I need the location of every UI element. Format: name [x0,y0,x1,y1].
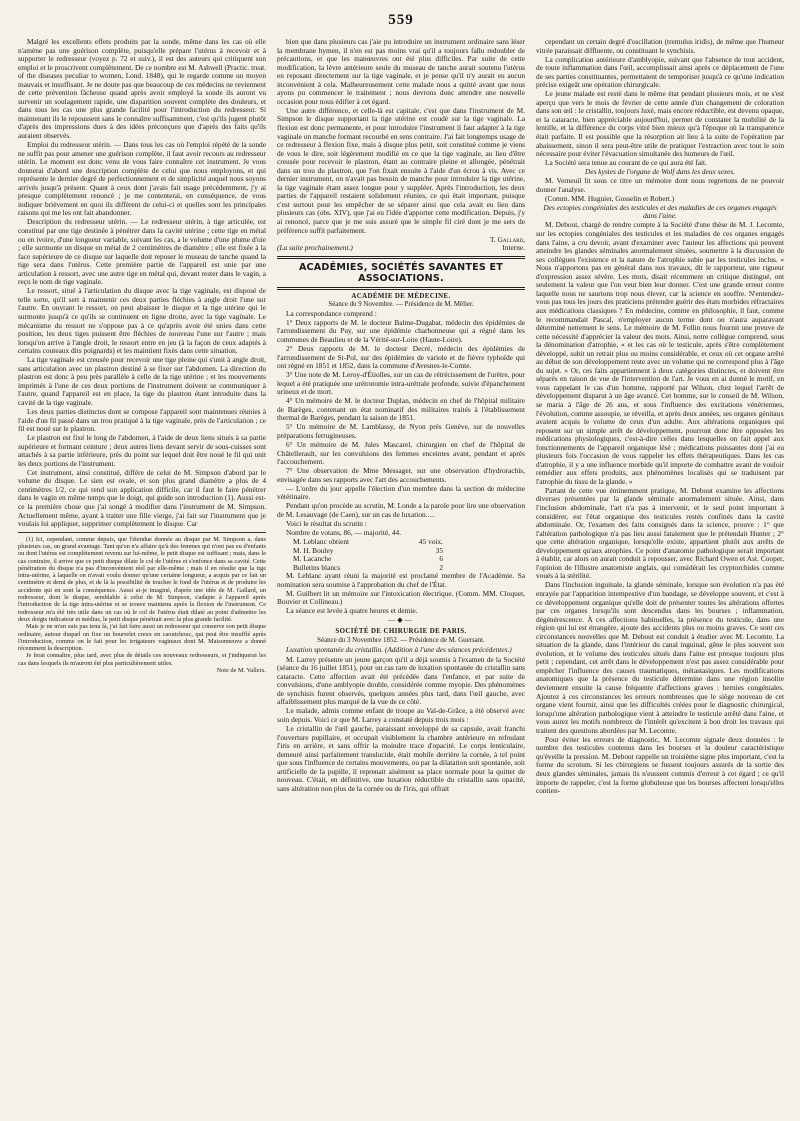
column-1 [18,38,266,1108]
academy-heading: ACADÉMIE DE MÉDECINE. [351,292,451,300]
paragraph: Description du redresseur utérin. — Le redresseur utérin, à tige articulée, est constitué par une tige destinée à pénétrer dans la cavité utérine ; cette tige en métal ou en ivoire, d'une longueur variable, suivant les cas, a le volume d'une plume d'oie ; elle surmonte un disque en métal de 2 centimètres de diamètre ; elle est fixée à la face supérieure de ce disque sur laquelle doit reposer le museau de tanche quand la tige sera dans l'utérus. Cette première partie de l'appareil est unie par une articulation à ressort, avec une autre tige en métal qui, devant rester dans le vagin, a reçu le nom de tige vaginale. [18,217,266,287]
vote-candidate: M. Lacanche [293,554,332,564]
vote-count: 2 [439,562,443,572]
article-footer [277,244,525,253]
academy-paragraph: 3° Une note de M. Leroy-d'Étiolles, sur un cas de rétrécissement de l'urètre, pour lequel a été pratiquée une urétrotomie intra-urétrale profonde, suivie d'épanchement urineux et de mort. [277,370,525,397]
paragraph: Emploi du redresseur utérin. — Dans tous les cas où l'emploi répété de la sonde ne suffit pas pour amener une guérison complète, il faut avoir recours au redresseur utérin. Le moment est donc venu de vous faire connaître cet instrument. Je vous donnerai d'abord une description complète de celui que nous employons, et qui représente le dernier degré de perfectionnement et de simplicité auquel nous soyons arrivés jusqu'à présent. Quant à ceux dont j'avais fait usage précédemment, j'y ai presque complètement renoncé ; je me contenterai, en conséquence, de vous indiquer brièvement en quoi ils diffèrent de celui-ci et quelles sont les principales raisons qui me les ont fait abandonner. [18,140,266,218]
academy-paragraph: La correspondance comprend : [286,308,377,318]
paragraph: cependant un certain degré d'oscillation (tremulus iridis), de même que l'humeur vitrée paraissait diffluente, ou constituant le synchisis. [536,38,784,55]
to-be-continued: (La suite prochainement.) [277,243,353,253]
kysts-paragraph: (Comm. MM. Huguier, Gosselin et Robert.) [545,193,675,203]
column-3 [536,38,784,1108]
academy-paragraph: 7° Une observation de Mme Messager, sur une observation d'hydrorachis, envisagée dans ses rapports avec l'art des accouchements. [277,466,525,484]
academy-paragraph: 5° Un mémoire de M. Lamblassy, de Nyon près Genève, sur de nouvelles préparations ferrugineuses. [277,422,525,440]
academy-text-2 [277,572,525,616]
paragraph: Cet instrument, ainsi constitué, diffère de celui de M. Simpson d'abord par le volume du disque. Le sien est ovale, et son plus grand diamètre a plus de 4 centimètres 1/2, ce qui rend son application difficile, car il faut le faire pénétrer dans le vagin en même temps que le doigt, qui guide son introduction (1). Aussi est-ce la première chose que j'ai songé à modifier dans l'instrument de M. Simpson. Actuellement même, ayant à traiter une fille vierge, j'ai fait sur l'instrument que je voulais lui appliquer, supprimer complètement le disque. Car [18,467,266,529]
vote-candidate: Bulletins blancs [293,562,341,572]
paragraph: La Société sera tenue au courant de ce qui aura été fait. [545,158,707,168]
author-name: T. Gallard, [489,234,525,244]
column-2-text [277,38,525,235]
footnote-paragraph: Mais je ne m'en suis pas tenu là, j'ai fait faire aussi un redresseur qui conserve son petit disque ordinaire, autour duquel on fixe un bourrelet creux en caoutchouc, qui peut être insufflé après l'introduction, comme on le fait pour les irrigateurs vaginaux dont M. Maisonneuve a donné récemment la description. [18,623,266,653]
column-1-text [18,38,266,529]
vote-results [293,538,525,572]
ornament-divider: —◆— [388,616,414,625]
society-heading: SOCIÉTÉ DE CHIRURGIE DE PARIS. [335,627,467,635]
academy-paragraph: Pendant qu'on procède au scrutin, M. Londe a la parole pour lire une observation de M. Lesauvage (de Caen), sur un cas de luxation..... [277,501,525,519]
society-paragraph: Le cristallin de l'œil gauche, paraissant enveloppé de sa capsule, avait franchi l'ouverture pupillaire, et occupait visiblement la chambre antérieure en refoulant l'iris en arrière, et sans offrir la moindre trace d'opacité. Le corps lenticulaire, demeuré ainsi parfaitement translucide, était mobile derrière la cornée, à tel point que sous l'influence de certains mouvements, ou par la dilatation soit spontanée, soit artificielle de la pupille, il reprenait aisément sa place normale pour la quitter de nouveau. C'était, en définitive, une luxation réductible du cristallin sans opacité, sans altération non plus de la cornée ou de l'iris, qui offrait [277,723,525,793]
ectopies-paragraph: M. Debout, chargé de rendre compte à la Société d'une thèse de M. J. Lecomte, sur les ectopies congéniales des testicules et les maladies de ces organes engagés dans l'aine, a cru devoir, avant d'examiner avec l'auteur les affections qui peuvent atteindre les glandes séminales anormalement situées, soumettre à la discussion de ses collègues l'existence et la nature de l'atrophie subie par les testicules inclus. « Nous n'apportons pas en général dans nos travaux, dit le rapporteur, une rigueur d'expression assez sévère. Les mots, disait récemment un critique distingué, ont seulement la valeur que l'on veut bien leur donner. C'est une grande erreur contre laquelle nous ne saurions trop nous élever, car la science en souffre. N'entendez-vous pas tous les jours des praticiens prétendre guérir des états morbides réfractaires aux médications classiques ? En médecine, comme en philosophie, il faut, comme le recommandait Pascal, n'employer aucun terme dont on n'aura auparavant déterminé nettement le sens. Le mémoire de M. Follin nous fournit une preuve de cette nécessité d'apprécier la valeur des mots. Ainsi, notre collègue comprend, sous la dénomination d'atrophie, « et les cas où le testicule, après s'être complètement développé, subit un retrait plus ou moins considérable, et ceux où cet organe arrêté au début de son développement reste avec un volume qui ne correspond plus à l'âge du sujet. » Or, ces faits appartiennent à deux catégories distinctes, et doivent être séparés en raison de vue de l'intervention de l'art. Je vous en ai donné le motif, en vous rappelant le cas d'un homme, rapporté par Wilson, chez lequel l'arrêt de développement disparut à un âge avancé. Cet homme, sur le conseil de M. Wilson, se maria à l'âge de 26 ans, et sous l'influence des excitations vénériennes, l'évolution, comme assoupie, se réveilla, et après deux années, ses organes génitaux avaient acquis le volume de ceux d'un adulte. Aux altérations organiques qui reposent sur un simple arrêt de développement, pourront donc être opposées les médications physiologiques, c'est-à-dire celles dans lesquelles on fait appel aux fonctionnements de l'appareil organique lésé ; médications puissantes dont j'ai eu plusieurs fois l'occasion de vous rappeler les effets thérapeutiques. Dans les cas d'atrophie, il y a une influence morbide qu'il importe de combattre avant de vouloir remédier aux effets produits, aux phénomènes localisés qui se traduisent par l'atrophie du tissu de la glande. » [536,220,784,486]
society-subtitle [277,646,525,655]
vote-count: 45 voix. [418,536,443,546]
ectopies-heading [536,204,784,221]
academy-sitting: Séance du 9 Novembre. — Présidence de M. Mêlier. [328,301,474,309]
paragraph: La complication antérieure d'amblyopie, suivant que l'absence de tout accident, de toute inflammation dans l'œil, accomplissait ainsi après ce déplacement de l'une de ses parties constituantes, permettaient de temporiser jusqu'à ce qu'une indication précise exigeât une opération chirurgicale. [536,54,784,90]
society-paragraph: M. Larrey présente un jeune garçon qu'il a déjà soumis à l'examen de la Société (séance du 16 juillet 1851), pour un cas rare de luxation spontanée du cristallin sans cataracte. Cette affection avait été précédée dans l'enfance, et par suite de convulsions, d'une amblyopie double, considérée comme myopie. Des phénomènes de synchisis furent observés, quelques années plus tard, dans l'œil gauche, avec affaiblissement plus marqué de la vue de ce côté. [277,654,525,707]
paragraph: La tige vaginale est creusée pour recevoir une tige pleine qui s'unit à angle droit, sans articulation avec un plastron destiné à se fixer sur l'abdomen. La direction du plastron est donc à peu près parallèle à celle de la tige utérine ; et les mouvements imprimés à l'une de ces deux portions de l'instrument doivent se communiquer à l'autre, quand l'appareil est en place, la tige du plastron étant introduite dans la cavité de la tige vaginale. [18,355,266,407]
paragraph: Une autre différence, et celle-là est capitale, c'est que dans l'instrument de M. Simpson le disque supportant la tige utérine est coudé sur la tige vaginale. La flexion est donc permanente, et pour introduire l'instrument il faut adapter à la tige vaginale un manche formant recourbé en sens contraire. J'ai fait longtemps usage de ce redresseur à flexion fixe, mais à disque plus petit, soit constitué comme je viens de vous le dire, soit légèrement modifié en ce que la tige vaginale, au lieu d'être creusée pour recevoir le plastron, étant au contraire pleine et allongée, pénétrait dans un trou du plastron, que l'on fixait ensuite à l'aide d'un écrou à vis. Avec ce dernier instrument, on n'avait pas besoin de manche pour introduire la tige utérine, la tige vaginale étant assez longue pour y suppléer. Après l'introduction, les deux parties de l'appareil restaient solidement réunies, ce qui était important, puisque c'est surtout pour les empêcher de se séparer ainsi que cela avait eu lieu dans plusieurs cas (obs. XIV), que j'ai eu l'idée d'apporter cette modification. Depuis, j'y ai renoncé, parce que je me suis assuré que le simple fil ciré dont je me sers de préférence suffit parfaitement. [277,105,525,235]
vote-count: 6 [439,554,443,564]
author-title: Interne. [502,243,525,253]
paragraph: Le jeune malade est resté dans le même état pendant plusieurs mois, et ne s'est aperçu que vers le mois de février de cette année d'un changement de coloration dans son œil : le cristallin, toujours luxé, mais encore réductible, est devenu opaque, et la cataracte, bien appréciable aujourd'hui, permet de constater la mobilité de la lentille, et la différence du corps vitré bien mieux qu'à l'époque où la transparence était parfaite. Il est possible que la résorption ait lieu à la suite de l'opération par abaissement, sinon il sera peut-être utile de pratiquer l'extraction avec tout le soin nécessaire pour éviter l'évacuation simultanée des humeurs de l'œil. [536,89,784,159]
academy-paragraph: Nombre de votans, 86, — majorité, 44. [286,527,402,537]
academy-paragraph: M. Guilbert lit un mémoire sur l'intoxication électrique. (Comm. MM. Cloquet, Bouvier et Collineau.) [277,588,525,607]
footnote-paragraph: Je ferai connaître, plus tard, avec plus de détails ces nouveaux redresseurs, et j'indiquerai les cas dans lesquels ils m'auront été plus particulièrement utiles. [18,652,266,667]
academy-paragraph: M. Leblanc ayant réuni la majorité est proclamé membre de l'Académie. Sa nomination sera soumise à l'approbation du chef de l'État. [277,571,525,589]
society-subtitle-text: Luxation spontanée du cristallin. (Addition à l'une des séances précédentes.) [286,645,512,655]
paragraph: Le ressort, situé à l'articulation du disque avec la tige vaginale, est disposé de telle sorte, qu'il sert à maintenir ces deux parties fléchies à angle droit l'une sur l'autre. En ouvrant le ressort, on peut abaisser le disque et la tige utérine qui le surmonte jusqu'à ce qu'ils se continuent en ligne droite, avec la tige vaginale. Le mécanisme du ressort ne s'oppose pas à ce qu'après avoir été unies dans cette position, les deux tiges puissent être fléchies de nouveau l'une sur l'autre ; mais lorsqu'on arrive à l'angle droit, le ressort entre en jeu (à la façon de ceux adaptés à certains couteaux dits poignards) et les maintient fixés dans cette situation. [18,286,266,356]
academy-paragraph: Voici le résultat du scrutin : [286,518,367,528]
kysts-heading-text: Des kystes de l'organe de Wolf dans les deux sexes. [585,167,735,177]
section-title: ACADÉMIES, SOCIÉTÉS SAVANTES ET ASSOCIATIONS. [298,261,504,284]
ectopies-heading-text: Des ectopies congéniales des testicules et des maladies de ces organes engagés dans l'aine. [543,202,777,221]
vote-count: 35 [435,545,443,555]
society-paragraph: Le malade, admis comme enfant de troupe au Val-de-Grâce, a été observé avec soin depuis. Voici ce que M. Larrey a constaté depuis trois mois : [277,706,525,724]
paragraph: Les deux parties distinctes dont se compose l'appareil sont maintenues réunies à l'aide d'un fil passé dans un trou pratiqué à la tige vaginale, près de l'articulation ; ce fil est noué sur le plastron. [18,407,266,434]
society-text [277,656,525,794]
ectopies-paragraph: Partant de cette vue éminemment pratique, M. Debout examine les affections diverses présentées par la glande séminale anormalement située. Ainsi, dans l'inclusion abdominale, l'art n'a pas à intervenir, et le seul point important à considérer, est l'état organique des testicules restés confinés dans la cavité abdominale. Or, l'examen des faits consignés dans la science, prouve : 1° que l'altération pathologique n'a pas lieu aussi fatalement que le prétendait Hunter ; 2° que cette altération organique, lorsqu'elle existe, appartient plutôt aux arrêts de développement qu'aux atrophies. Ce point d'anatomie pathologique serait important à établir, car alors on aurait conduit à repousser, avec Richard Owen et Ast. Cooper, l'opinion de l'illustre anatomiste anglais, qui considérait les cryptorchides comme voués à la stérilité. [536,485,784,581]
section-rule-bottom [277,287,525,290]
columns [18,38,784,1108]
section-rule-top [277,256,525,259]
page-number: 559 [388,12,414,28]
kysts-paragraph: M. Verneuil lit sous ce titre un mémoire dont nous regrettons de ne pouvoir donner l'analyse. [536,176,784,194]
society-sitting: Séance du 3 Novembre 1852. — Présidence de M. Guersant. [317,636,485,644]
vote-candidate: M. Leblanc obtient [293,536,350,546]
footnote-paragraph: (1) Ici, cependant, comme depuis, que l'étendue donnée au disque par M. Simpson a, dans plusieurs cas, un grand avantage. Tant qu'on n'a affaire qu'à des femmes qui n'ont pas eu d'enfants ou dont l'utérus est complètement revenu sur lui-même, le petit disque est suffisant ; mais, dans le cas contraire, il arrive que ce petit disque dilate le col de l'utérus et s'enfonce dans sa cavité. Cette pénétration du disque n'a pas d'inconvénient réel par elle-même ; mais il en résulte que la tige intra-utérine, à laquelle on n'avait voulu donner qu'une certaine longueur, a acquis par ce fait un centimètre et demi de plus, et de là la possibilité de toucher le fond de l'utérus et de produire les accidents qui en sont la conséquence. Aussi ai-je imaginé, d'après une idée de M. Gallard, un redresseur, dont le disque, semblable à celui de M. Simpson, s'adapte à l'appareil après l'introduction de la tige intra-utérine et se trouve maintenu après la flexion de l'instrument. Ce redresseur m'a été très utile dans un cas où le col de l'utérus était dilaté au point d'admettre les deux doigts indicateur et médius, le petit disque pénétrait avec la plus grande facilité. [18,535,266,623]
academy-paragraph: 6° Un mémoire de M. Jules Mascarel, chirurgien en chef de l'hôpital de Châtellerault, sur les convulsions des femmes enceintes avant, pendant et après l'accouchement. [277,439,525,467]
academy-paragraph: 2° Deux rapports de M. le docteur Decré, médecin des épidémies de l'arrondissement de St-Pol, sur des épidémies de variole et de fièvre typhoïde qui ont régné en 1851 et 1852, dans la commune d'Avesnes-le-Comte. [277,343,525,371]
paragraph: bien que dans plusieurs cas j'aie pu introduire un instrument ordinaire sans léser la membrane hymen, il n'en est pas moins vrai qu'il a toujours fallu redoubler de précautions, et que les manœuvres ont été plus difficiles. Par suite de cette modification, la lèvre antérieure seule du museau de tanche aurait soutenu l'utérus en reposant directement sur la tige vaginale, et je pense qu'il n'y aurait eu aucun inconvénient à cela. Malheureusement cette malade nous a quitté avant que nous ayons pu commencer le traitement ; nous devrons donc attendre une nouvelle occasion pour nous édifier à cet égard. [277,38,525,106]
vote-candidate: M. H. Bouley [293,545,334,555]
footnote-signature: Note de M. Valleix. [216,667,266,675]
academy-paragraph: 1° Deux rapports de M. le docteur Balme-Dugabat, médecin des épidémies de l'arrondissement du Puy, sur une épidémie charbonneuse qui a régné dans les communes de Beaulieu et de la Vérité-sur-Loire (Haute-Loire). [277,317,525,344]
column-3-text [536,38,784,168]
kysts-text [536,177,784,203]
academy-paragraph: La séance est levée à quatre heures et demie. [286,606,418,616]
paragraph: Malgré les excellents effets produits par la sonde, même dans les cas où elle n'amène pas une guérison complète, puisqu'elle prépare l'utérus à recevoir et à supporter le redresseur (voyez p. 72 et suiv.), il est des auteurs qui critiquent son emploi et le proscrivent complètement. De ce nombre est M. Ashwell (Practic. treat. of the diseases peculiar to women, Lond. 1848), qui le regarde comme un moyen mauvais et insuffisant. Je ne doute pas que beaucoup de ces médecins ne reviennent de cette prévention fâcheuse quand après avoir employé la sonde ils auront vu survenir un soulagement rapide, une disparition souvent complète des douleurs, et dans tous les cas une plus grande facilité pour l'introduction du redresseur. Si maintenant ils le repoussent sans le connaître suffisamment, c'est qu'ils jugent plutôt d'après des impressions dues à des idées préconçues que d'après des faits qu'ils auraient observés. [18,38,266,141]
footnote [18,536,266,667]
ectopies-paragraph: Pour éviter les erreurs de diagnostic, M. Lecomte signale deux données : le nombre des testicules contenus dans les bourses et la douleur caractéristique qu'éveille la pression. M. Debout rappelle un troisième signe plus important, c'est la forme du scrotum. Si les chirurgiens se fussent toujours assurés de la sortie des deux glandes séminales, jamais ils n'eussent commis d'erreur à cet égard ; ce qu'il importe de rappeler, c'est la forme globuleuse que les bourses affectent lorsqu'elles contien- [536,734,784,796]
academy-text [277,310,525,538]
ectopies-paragraph: Dans l'inclusion inguinale, la glande séminale, lorsque son évolution n'a pas été enrayée par l'apparition intempestive d'un bandage, se développe souvent, et c'est à ce développement organique qu'elle doit de présenter toutes les altérations offertes par ces organes lorsqu'ils sont descendus dans les bourses ; inflammation, dégénérescence. À ces affections habituelles, la présence du testicule, dans une région qui lui est étrangère, ajoute des accidents plus ou moins graves. Ce sont ces circonstances nouvelles que M. Debout est conduit à étudier avec M. Lecomte. La situation de la glande, dans l'intérieur du canal inguinal, gêne le plus souvent son évolution, et le volume des testicules situés dans l'aine est presque toujours plus petit ; cependant, cet arrêt dans le développement n'est pas assez considérable pour empêcher l'influence des causes traumatiques, métastasiques. Les modifications anatomiques que la présence du testicule détermine dans une région insolite deviennent ensuite la cause fréquente d'affections graves : hernies congéniales. Ajoutez à ces circonstances les erreurs nombreuses que le siège nouveau de cet organe vient fournir, ainsi que les difficultés créées pour le diagnostic chirurgical, lorsqu'une altération pathologique vient à atteindre le testicule arrêté dans l'aine, et vous aurez les motifs nombreux de l'intérêt qu'excitent à bon droit les travaux qui traitent des questions abordées par M. Lecomte. [536,580,784,735]
academy-paragraph: — L'ordre du jour appelle l'élection d'un membre dans la section de médecine vétérinaire. [277,483,525,502]
column-2 [277,38,525,1108]
academy-paragraph: 4° Un mémoire de M. le docteur Duplan, médecin en chef de l'hôpital militaire de Barèges, contenant un état nominatif des militaires traités à l'établissement thermal de Barèges, pendant la saison de 1851. [277,396,525,423]
ectopies-text [536,221,784,795]
paragraph: Le plastron est fixé le long de l'abdomen, à l'aide de deux liens situés à sa partie supérieure et formant ceinture ; deux autres liens devant servir de sous-cuisses sont attachés à sa partie inférieure, près du point sur lequel doit être noué le fil qui unit les deux portions de l'instrument. [18,433,266,468]
footnote-rule [18,532,266,533]
newspaper-page [18,12,784,1112]
